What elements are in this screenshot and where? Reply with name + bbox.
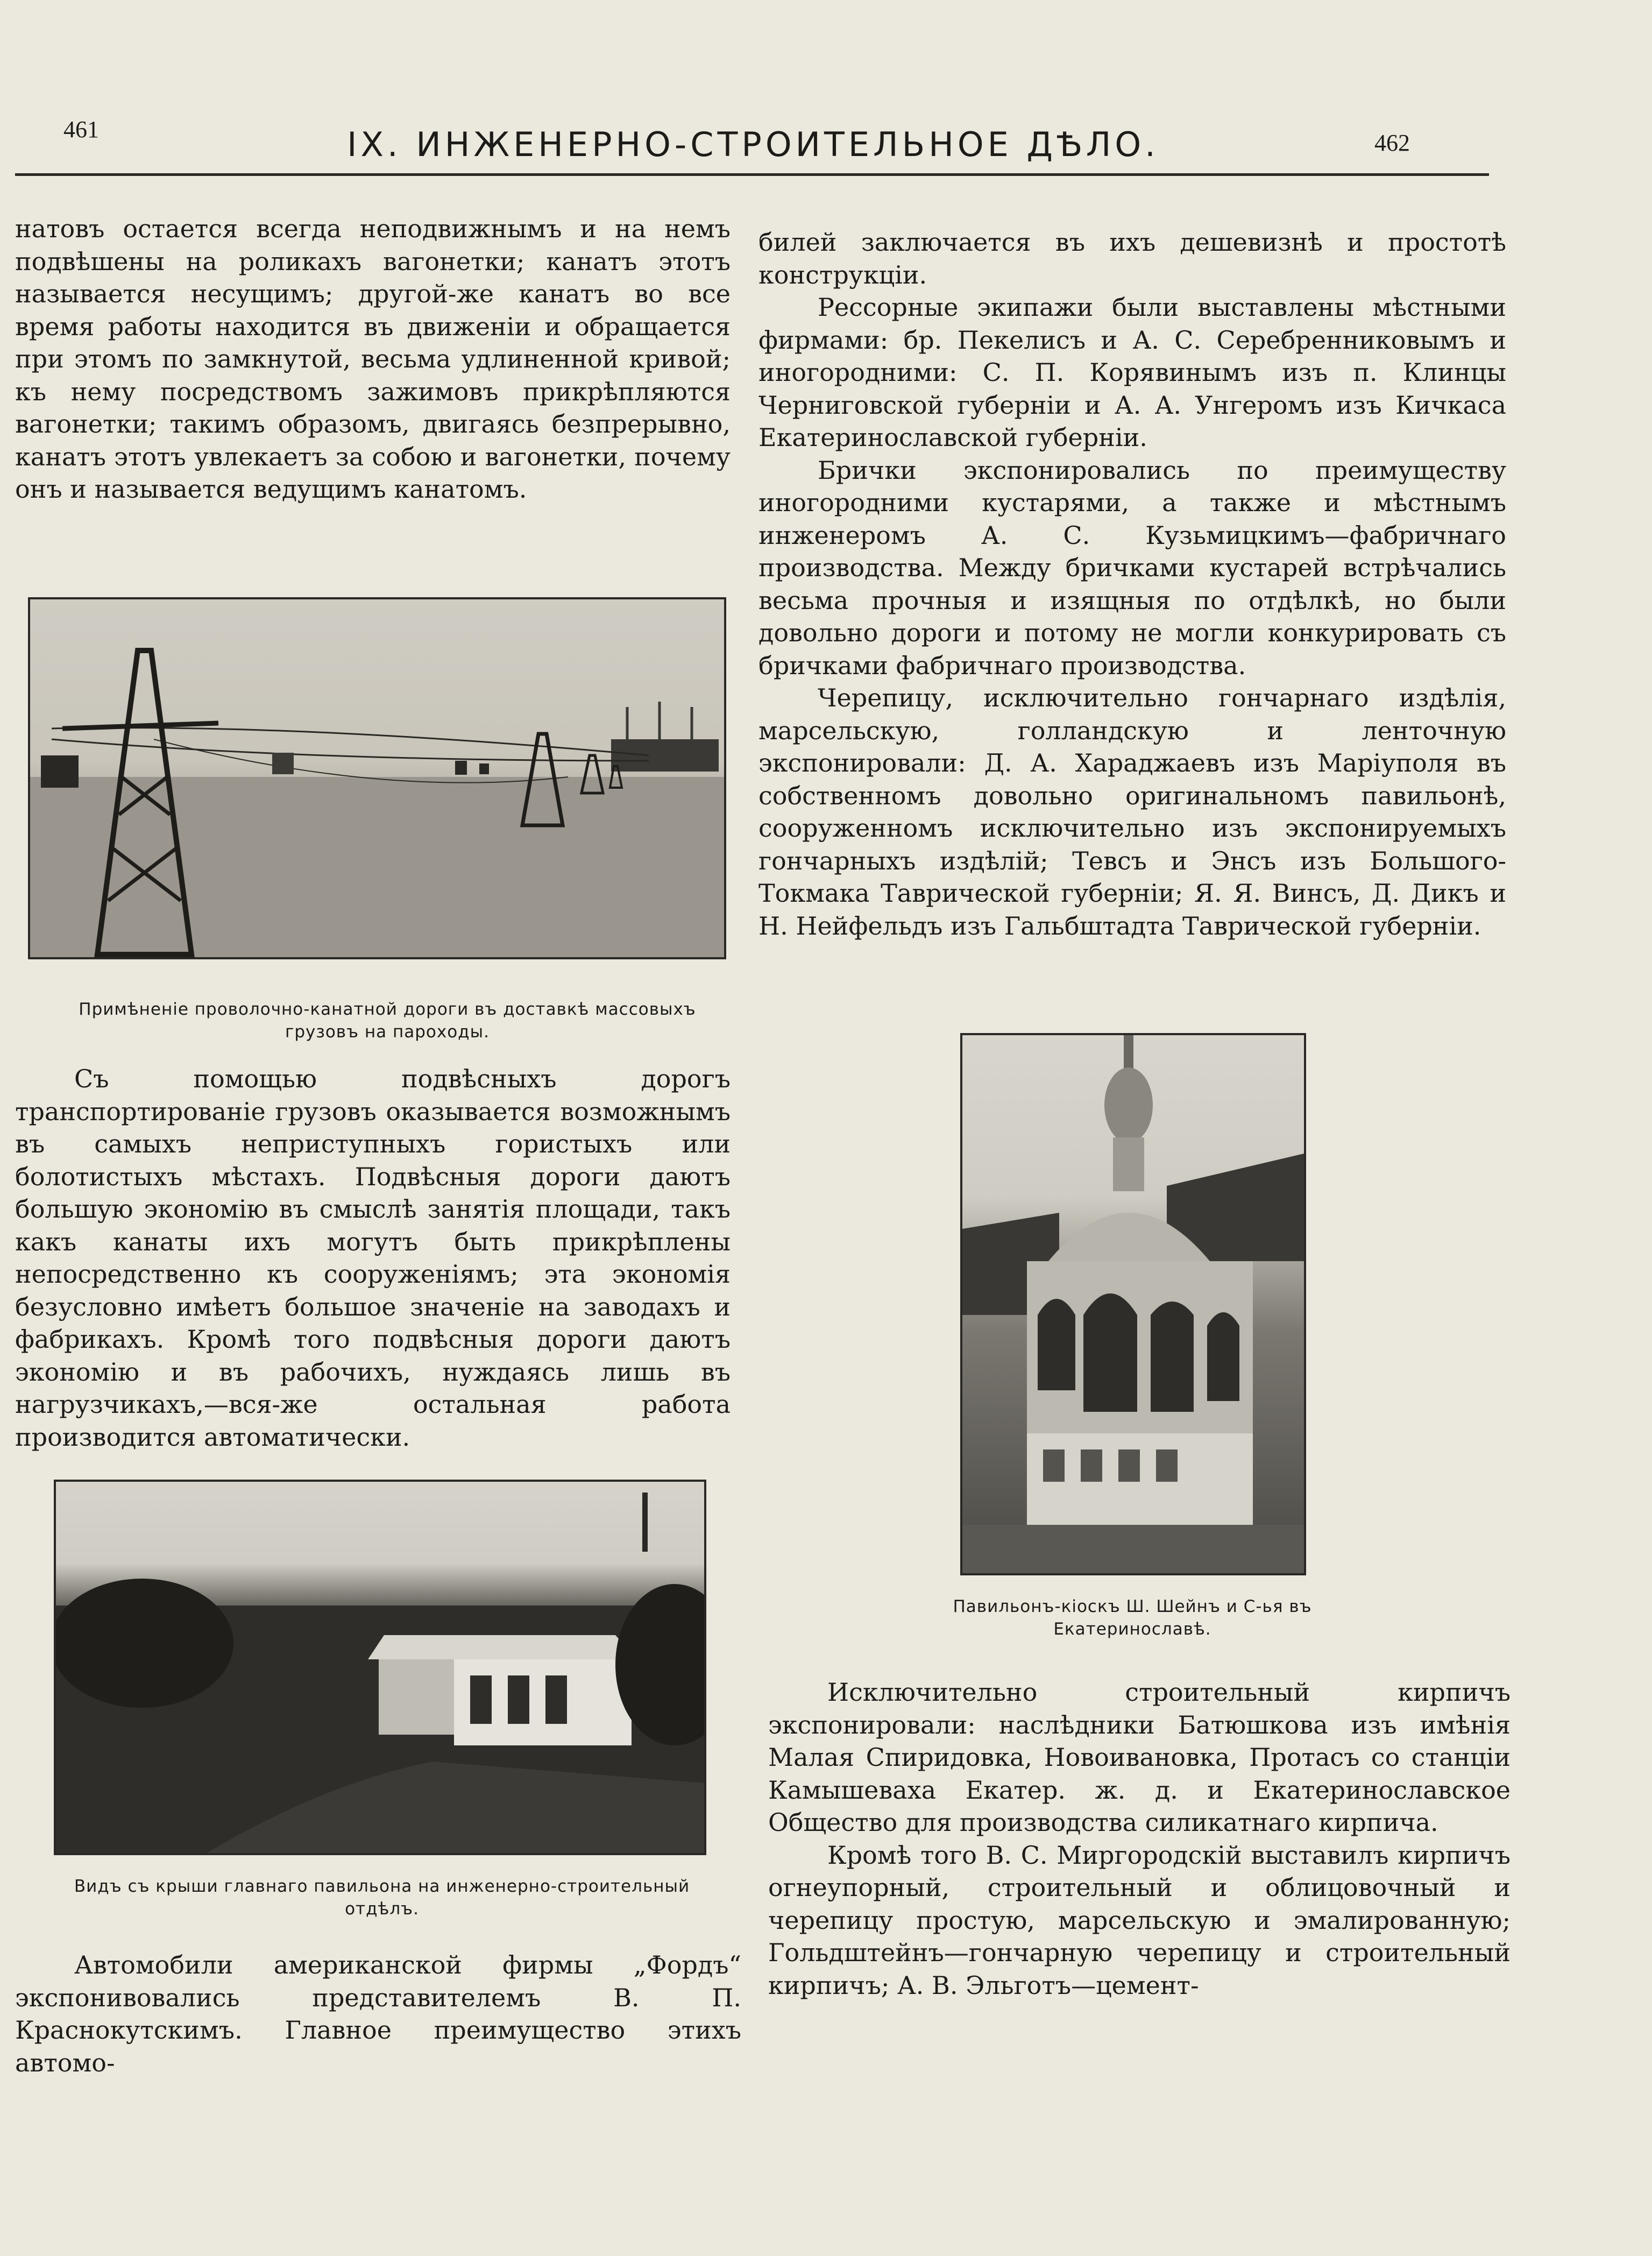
caption-kiosk: Павильонъ-кіоскъ Ш. Шейнъ и С-ья въ Екатеринославѣ. — [953, 1597, 1312, 1639]
page-number-right: 462 — [1374, 130, 1410, 156]
right-column-bottom — [768, 1676, 1511, 2002]
left-column-top — [15, 213, 731, 506]
caption-roof-view: Видъ съ крыши главнаго павильона на инженерно-строительный отдѣлъ. — [74, 1877, 690, 1919]
running-head-title: IX. ИНЖЕНЕРНО-СТРОИТЕЛЬНОЕ ДѢЛО. — [347, 125, 1159, 164]
photo-roof-view — [54, 1480, 706, 1855]
photo-kiosk-drawing — [962, 1035, 1304, 1573]
paragraph: натовъ остается всегда неподвижнымъ и на немъ подвѣшены на роликахъ вагонетки; канатъ этотъ называется несущимъ; другой-же канатъ во все время работы находится въ движеніи и обращается при этомъ по замкнутой, весьма удлиненной кривой; къ нему посредствомъ зажимовъ прикрѣпляются вагонетки; такимъ образомъ, двигаясь безпрерывно, канатъ этотъ увлекаетъ за собою и вагонетки, почему онъ и называется ведущимъ канатомъ. — [15, 214, 731, 504]
paragraph: Автомобили американской фирмы „Фордъ“ экспонивовались представителемъ В. П. Краснокутскимъ. Главное преимущество этихъ автомо- — [15, 1950, 741, 2077]
paragraph: Съ помощью подвѣсныхъ дорогъ транспортированіе грузовъ оказывается возможнымъ въ самыхъ неприступныхъ гористыхъ или болотистыхъ мѣстахъ. Подвѣсныя дороги даютъ большую экономію въ смыслѣ занятія площади, такъ какъ канаты ихъ могутъ быть прикрѣплены непосредственно къ сооруженіямъ; эта экономія безусловно имѣетъ большое значеніе на заводахъ и фабрикахъ. Кромѣ того подвѣсныя дороги даютъ экономію и въ рабочихъ, нуждаясь лишь въ нагрузчикахъ,—вся-же остальная работа производится автоматически. — [15, 1064, 731, 1452]
left-column-bottom — [15, 1949, 741, 2079]
paragraph: Черепицу, исключительно гончарнаго издѣлія, марсельскую, голландскую и ленточную экспонировали: Д. А. Хараджаевъ изъ Маріуполя въ собственномъ довольно оригинальномъ павильонѣ, сооруженномъ исключительно изъ экспонируемыхъ гончарныхъ издѣлій; Тевсъ и Энсъ изъ Большого-Токмака Таврической губерніи; Я. Я. Винсъ, Д. Дикъ и Н. Нейфельдъ изъ Гальбштадта Таврической губерніи. — [758, 683, 1506, 940]
paragraph: Рессорные экипажи были выставлены мѣстными фирмами: бр. Пекелисъ и А. С. Серебренниковымъ и иногородними: С. П. Корявинымъ изъ п. Клинцы Черниговской губерніи и А. А. Унгеромъ изъ Кичкаса Екатеринославской губерніи. — [758, 293, 1506, 452]
photo-cableway-drawing — [30, 599, 724, 957]
page-number-left: 461 — [63, 116, 99, 143]
left-column-middle — [15, 1063, 731, 1453]
right-column-top — [758, 226, 1506, 942]
photo-kiosk — [960, 1033, 1306, 1575]
paragraph: Исключительно строительный кирпичъ экспонировали: наслѣдники Батюшкова изъ имѣнія Малая Спиридовка, Новоивановка, Протасъ со станціи Камышеваха Екатер. ж. д. и Екатеринославское Общество для производства силикатнаго кирпича. — [768, 1678, 1511, 1837]
paragraph: Кромѣ того В. С. Миргородскій выставилъ кирпичъ огнеупорный, строительный и облицовочный и черепицу простую, марсельскую и эмалированную; Гольдштейнъ—гончарную черепицу и строительный кирпичъ; А. В. Эльготъ—цемент- — [768, 1840, 1511, 2000]
paragraph: Брички экспонировались по преимуществу иногородними кустарями, а также и мѣстнымъ инженеромъ А. С. Кузьмицкимъ—фабричнаго производства. Между бричками кустарей встрѣчались весьма прочныя и изящныя по отдѣлкѣ, но были довольно дороги и потому не могли конкурировать съ бричками фабричнаго производства. — [758, 455, 1506, 680]
paragraph: билей заключается въ ихъ дешевизнѣ и простотѣ конструкціи. — [758, 228, 1506, 289]
caption-cableway: Примѣненіе проволочно-канатной дороги въ доставкѣ массовыхъ грузовъ на пароходы. — [79, 1000, 696, 1042]
photo-roof-view-drawing — [56, 1482, 704, 1853]
photo-cableway — [28, 597, 726, 959]
header-rule — [15, 173, 1489, 176]
